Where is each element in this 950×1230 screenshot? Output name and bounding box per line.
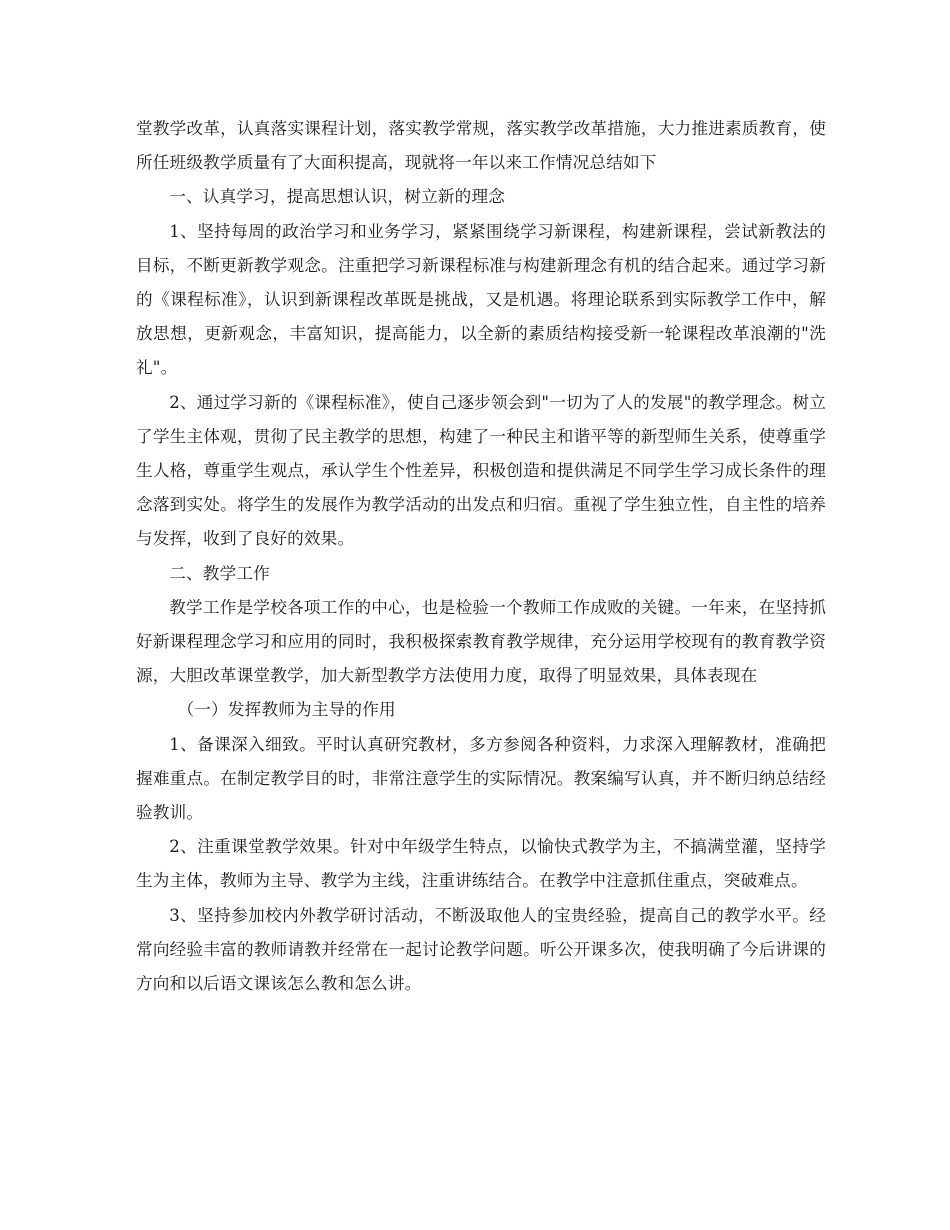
paragraph: 2、通过学习新的《课程标准》，使自己逐步领会到"一切为了人的发展"的教学理念。树立了学生主体观，贯彻了民主教学的思想，构建了一种民主和谐平等的新型师生关系，使尊重学生人格，尊重学生观点，承认学生个性差异，积极创造和提供满足不同学生学习成长条件的理念落到实处。将学生的发展作为教学活动的出发点和归宿。重视了学生独立性，自主性的培养与发挥，收到了良好的效果。	[136, 392, 826, 549]
paragraph: 教学工作是学校各项工作的中心，也是检验一个教师工作成败的关键。一年来，在坚持抓好新课程理念学习和应用的同时，我积极探索教育教学规律，充分运用学校现有的教育教学资源，大胆改革课堂教学，加大新型教学方法使用力度，取得了明显效果，具体表现在	[136, 597, 826, 686]
document-body	[136, 112, 826, 1001]
paragraph: 1、备课深入细致。平时认真研究教材，多方参阅各种资料，力求深入理解教材，准确把握难重点。在制定教学目的时，非常注意学生的实际情况。教案编写认真，并不断归纳总结经验教训。	[136, 734, 826, 823]
section-heading-1: 一、认真学习，提高思想认识，树立新的理念	[169, 187, 506, 207]
paragraph: 2、注重课堂教学效果。针对中年级学生特点，以愉快式教学为主，不搞满堂灌，坚持学生为主体，教师为主导、教学为主线，注重讲练结合。在教学中注意抓住重点，突破难点。	[136, 837, 826, 891]
subsection-heading: （一）发挥教师为主导的作用	[177, 700, 396, 720]
paragraph: 1、坚持每周的政治学习和业务学习，紧紧围绕学习新课程，构建新课程，尝试新教法的目标，不断更新教学观念。注重把学习新课程标准与构建新理念有机的结合起来。通过学习新的《课程标准》，认识到新课程改革既是挑战，又是机遇。将理论联系到实际教学工作中，解放思想，更新观念，丰富知识，提高能力，以全新的素质结构接受新一轮课程改革浪潮的"洗礼"。	[136, 221, 826, 378]
section-heading-2: 二、教学工作	[169, 563, 270, 583]
paragraph-continuation: 堂教学改革，认真落实课程计划，落实教学常规，落实教学改革措施，大力推进素质教育，使所任班级教学质量有了大面积提高，现就将一年以来工作情况总结如下	[136, 119, 826, 173]
paragraph: 3、坚持参加校内外教学研讨活动，不断汲取他人的宝贵经验，提高自己的教学水平。经常向经验丰富的教师请教并经常在一起讨论教学问题。听公开课多次，使我明确了今后讲课的方向和以后语文课该怎么教和怎么讲。	[136, 905, 826, 994]
